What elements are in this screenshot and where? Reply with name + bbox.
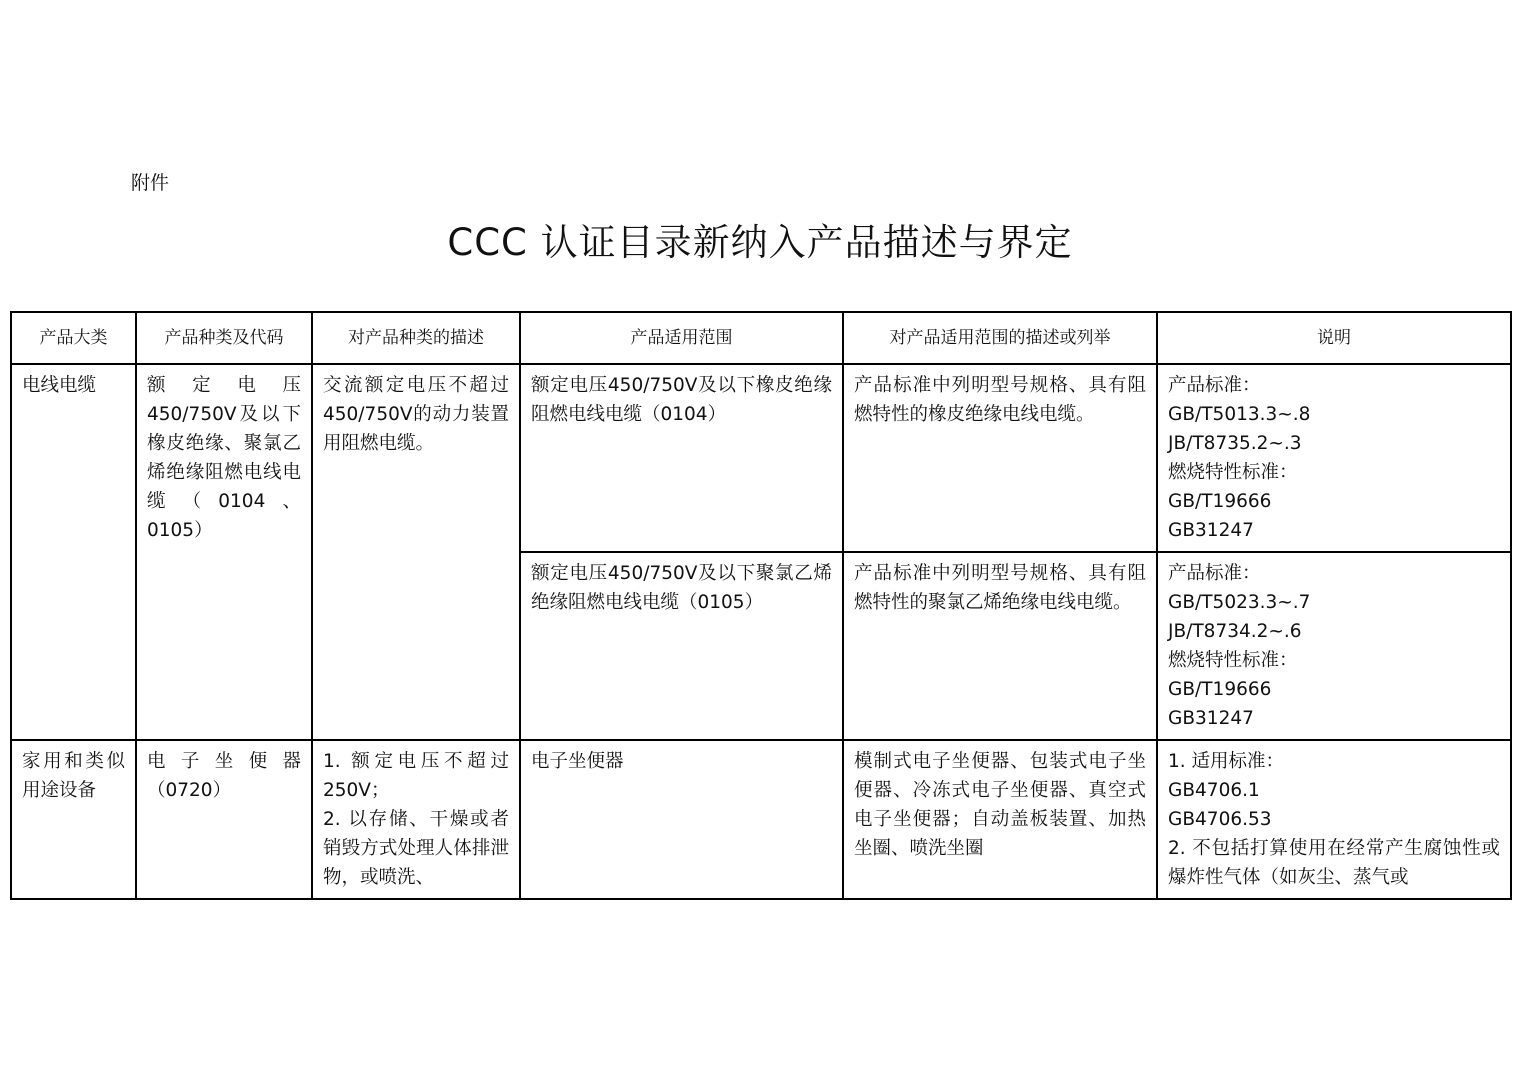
cell-type-description	[312, 740, 520, 899]
note-line: 2. 不包括打算使用在经常产生腐蚀性或爆炸性气体（如灰尘、蒸气或	[1168, 838, 1500, 888]
cell-scope-description: 产品标准中列明型号规格、具有阻燃特性的聚氯乙烯绝缘电线电缆。	[843, 552, 1157, 740]
document-title: CCC 认证目录新纳入产品描述与界定	[447, 221, 1073, 264]
note-line: GB/T5023.3~.7	[1168, 592, 1311, 613]
cell-category: 电线电缆	[11, 364, 136, 740]
note-line: GB/T19666	[1168, 679, 1272, 700]
note-line: GB4706.1	[1168, 780, 1260, 801]
cell-category: 家用和类似用途设备	[11, 740, 136, 899]
header-type-description: 对产品种类的描述	[312, 312, 520, 364]
cell-type-description: 交流额定电压不超过450/750V的动力装置用阻燃电缆。	[312, 364, 520, 740]
header-product-type: 产品种类及代码	[136, 312, 312, 364]
note-line: GB/T5013.3~.8	[1168, 404, 1311, 425]
note-line: GB4706.53	[1168, 809, 1272, 830]
catalog-table	[10, 311, 1512, 900]
note-line: GB31247	[1168, 708, 1254, 729]
table-row	[11, 364, 1511, 552]
note-line: 1. 适用标准：	[1168, 751, 1285, 772]
cell-product-type: 额定电压450/750V及以下橡皮绝缘、聚氯乙烯绝缘阻燃电线电缆（0104、0105）	[136, 364, 312, 740]
cell-scope-description: 产品标准中列明型号规格、具有阻燃特性的橡皮绝缘电线电缆。	[843, 364, 1157, 552]
cell-scope-description: 模制式电子坐便器、包装式电子坐便器、冷冻式电子坐便器、真空式电子坐便器；自动盖板装置、加热坐圈、喷洗坐圈	[843, 740, 1157, 899]
header-category: 产品大类	[11, 312, 136, 364]
description-line: 1. 额定电压不超过250V；	[323, 751, 509, 801]
table-row	[11, 740, 1511, 899]
note-line: GB31247	[1168, 520, 1254, 541]
note-line: 产品标准：	[1168, 375, 1261, 396]
header-row	[11, 312, 1511, 364]
cell-notes	[1157, 552, 1511, 740]
cell-scope: 额定电压450/750V及以下聚氯乙烯绝缘阻燃电线电缆（0105）	[520, 552, 843, 740]
header-scope: 产品适用范围	[520, 312, 843, 364]
cell-product-type: 电子坐便器（0720）	[136, 740, 312, 899]
cell-notes	[1157, 740, 1511, 899]
header-notes: 说明	[1157, 312, 1511, 364]
note-line: 燃烧特性标准：	[1168, 650, 1298, 671]
attachment-label: 附件	[131, 172, 170, 194]
note-line: 产品标准：	[1168, 563, 1261, 584]
description-line: 2. 以存储、干燥或者销毁方式处理人体排泄物，或喷洗、	[323, 809, 509, 888]
cell-notes	[1157, 364, 1511, 552]
note-line: 燃烧特性标准：	[1168, 462, 1298, 483]
cell-scope: 电子坐便器	[520, 740, 843, 899]
note-line: GB/T19666	[1168, 491, 1272, 512]
note-line: JB/T8735.2~.3	[1168, 433, 1302, 454]
header-scope-description: 对产品适用范围的描述或列举	[843, 312, 1157, 364]
cell-scope: 额定电压450/750V及以下橡皮绝缘阻燃电线电缆（0104）	[520, 364, 843, 552]
note-line: JB/T8734.2~.6	[1168, 621, 1302, 642]
